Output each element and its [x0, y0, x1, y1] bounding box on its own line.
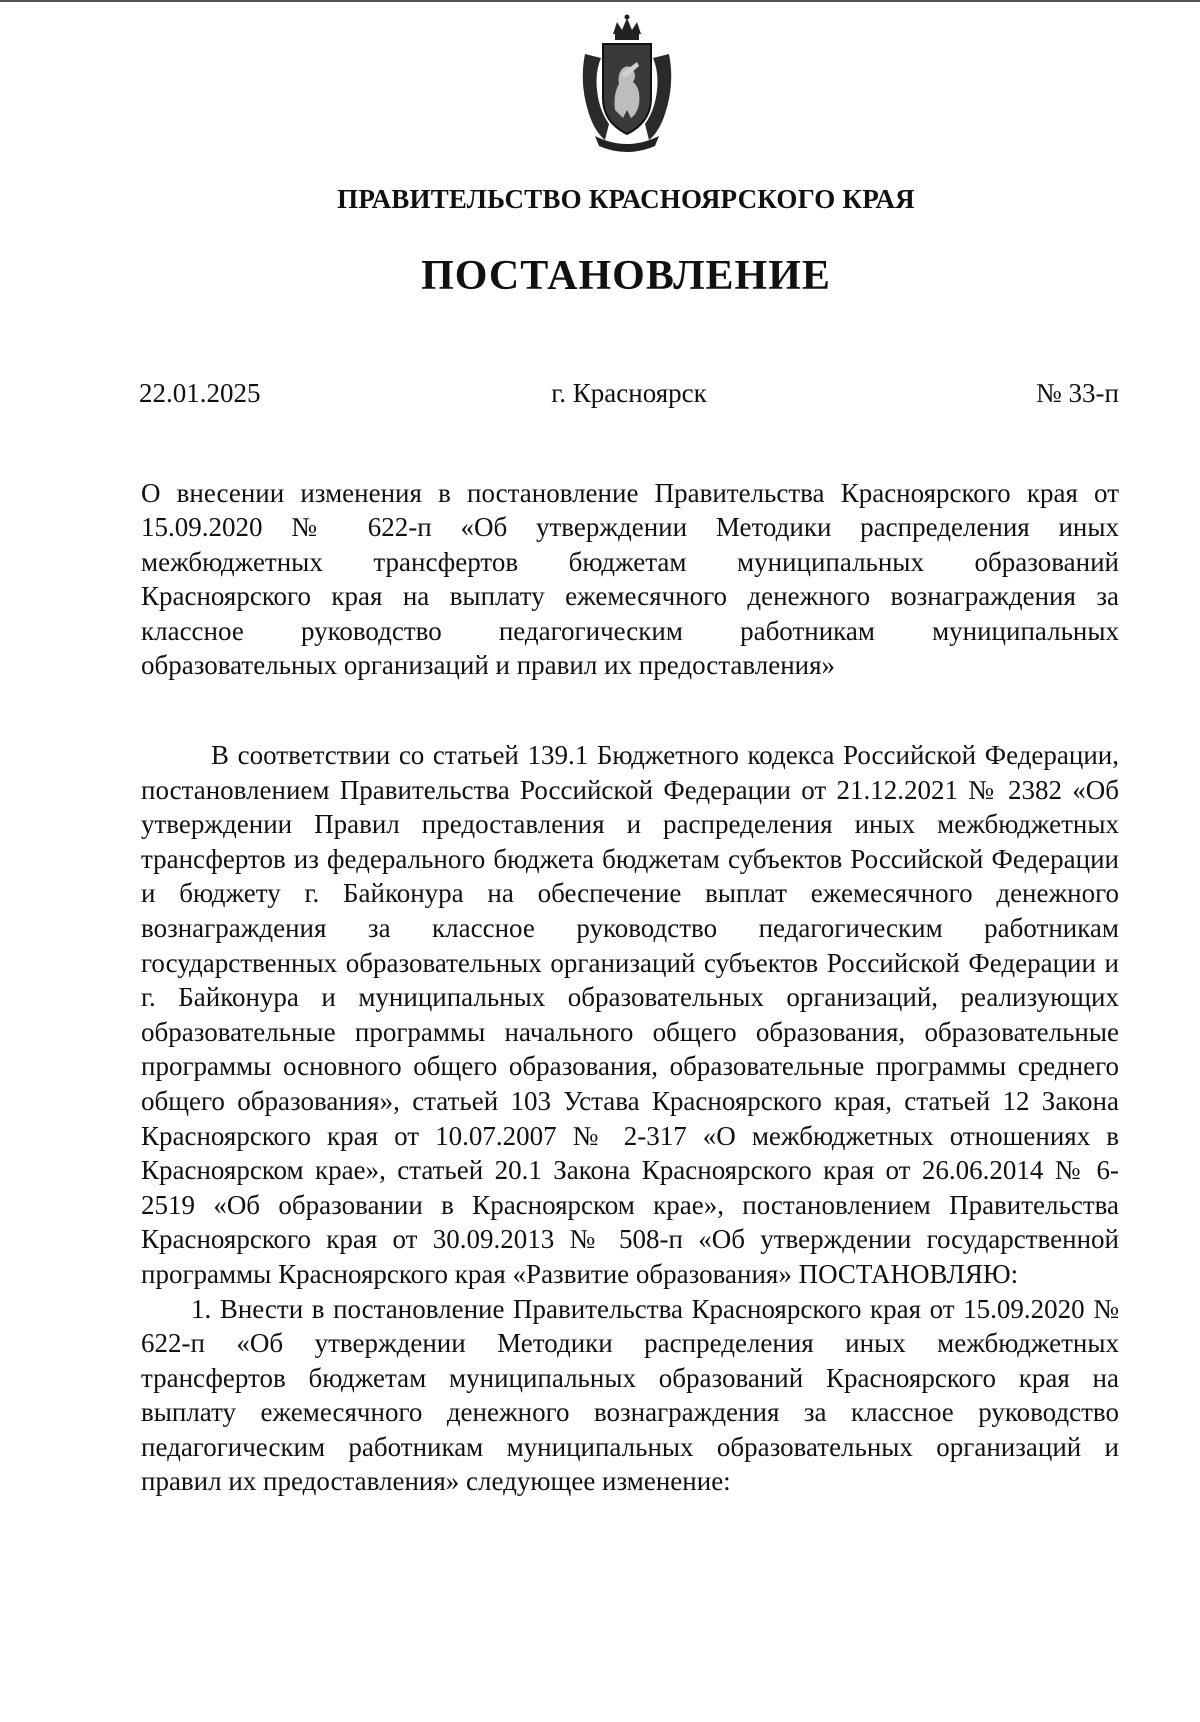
item-1-paragraph: 1. Внести в постановление Правительства Красноярского края от 15.09.2020 № 622-п «Об утверждении Методики распределения иных межбюджетных трансфертов бюджетам муниципальных образований Красноярского края на выплату ежемесячного денежного вознаграждения за классное руководство педагогическим работникам муниципальных образовательных организаций и правил их предоставления» следующее изменение:: [141, 1293, 1119, 1497]
organization-title: ПРАВИТЕЛЬСТВО КРАСНОЯРСКОГО КРАЯ: [337, 184, 915, 214]
document-type-heading: ПОСТАНОВЛЕНИЕ: [421, 253, 831, 299]
document-city: г. Красноярск: [551, 378, 707, 408]
coat-of-arms-icon: [575, 14, 679, 154]
preamble-paragraph: В соответствии со статьей 139.1 Бюджетного кодекса Российской Федерации, постановлением Правительства Российской Федерации от 21.12.2021 № 2382 «Об утверждении Правил предоставления и распределения иных межбюджетных трансфертов из федерального бюджета бюджетам субъектов Российской Федерации и бюджету г. Байконура на обеспечение выплат ежемесячного денежного вознаграждения за классное руководство педагогическим работникам государственных образовательных организаций субъектов Российской Федерации и г. Байконура и муниципальных образовательных организаций, реализующих образовательные программы начального общего образования, образовательные программы основного общего образования, образовательные программы среднего общего образования», статьей 103 Устава Красноярского края, статьей 12 Закона Красноярского края от 10.07.2007 № 2-317 «О межбюджетных отношениях в Красноярском крае», статьей 20.1 Закона Красноярского края от 26.06.2014 № 6-2519 «Об образовании в Красноярском крае», постановлением Правительства Красноярского края от 30.09.2013 № 508-п «Об утверждении государственной программы Красноярского края «Развитие образования» ПОСТАНОВЛЯЮ:: [141, 740, 1119, 1289]
document-subject: О внесении изменения в постановление Правительства Красноярского края от 15.09.2020 № 622-п «Об утверждении Методики распределения иных межбюджетных трансфертов бюджетам муниципальных образований Красноярского края на выплату ежемесячного денежного вознаграждения за классное руководство педагогическим работникам муниципальных образовательных организаций и правил их предоставления»: [141, 478, 1119, 681]
document-meta-row: [139, 378, 1119, 412]
document-number: № 33-п: [1036, 378, 1119, 408]
document-body: [141, 738, 1119, 1499]
document-date: 22.01.2025: [139, 378, 261, 408]
scan-top-edge: [0, 0, 1200, 2]
